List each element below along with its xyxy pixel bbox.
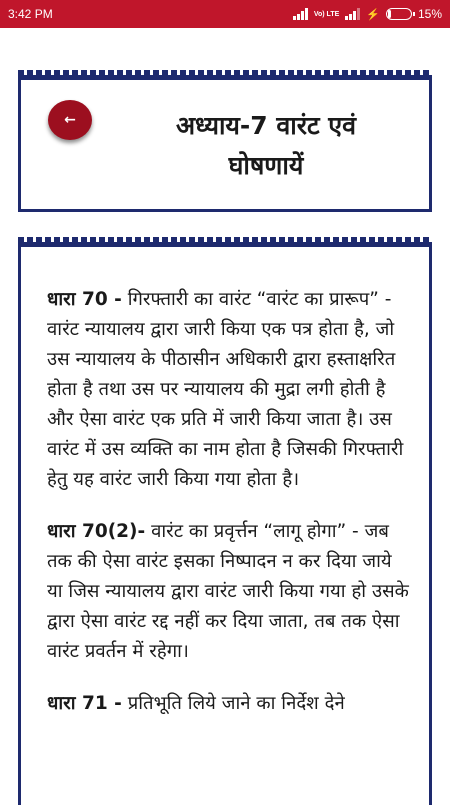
page-title-line-2: घोषणायें [228,151,304,180]
wifi-signal-icon [293,8,308,20]
decorative-border [18,70,432,80]
back-arrow-icon: ← [64,112,76,128]
section-text: वारंट का प्रवृर्त्तन “लागू होगा” - जब तक की ऐसा वारंट इसका निष्पादन न कर दिया जाये या जिस न्यायालय द्वारा वारंट जारी किया गया हो उसके द्वारा ऐसा वारंट रद्द नहीं कर दिया जाता, तब तक ऐसा वारंट प्रवर्तन में रहेगा। [47,521,409,662]
status-icons [293,7,442,21]
content-card[interactable] [18,245,432,805]
section-heading: धारा 71 - [47,693,122,714]
page-title [116,106,416,186]
decorative-border [18,237,432,247]
section-paragraph [47,285,412,495]
section-list [47,285,412,741]
cell-signal-icon [345,8,360,20]
battery-percent: 15% [417,7,442,21]
volte-icon: Vo) LTE [313,10,340,18]
page-title-line-1: अध्याय-7 वारंट एवं [175,111,357,140]
section-text: गिरफ्तारी का वारंट “वारंट का प्रारूप” - वारंट न्यायालय द्वारा जारी किया एक पत्र होता है, जो उस न्यायालय के पीठासीन अधिकारी द्वारा हस्ताक्षरित होता है तथा उस पर न्यायालय की मुद्रा लगी होती है और ऐसा वारंट एक प्रति में जारी किया जाता है। उस वारंट में उस व्यक्ति का नाम होता है जिसकी गिरफ्तारी हेतु यह वारंट जारी किया गया होता है। [47,289,404,490]
charging-icon: ⚡ [366,8,380,21]
section-paragraph [47,689,412,719]
battery-icon [386,8,412,20]
section-paragraph [47,517,412,667]
back-button[interactable] [48,100,92,140]
section-heading: धारा 70(2)- [47,521,146,542]
status-time: 3:42 PM [8,7,53,21]
status-bar [0,0,450,28]
title-card [18,78,432,212]
section-text: प्रतिभूति लिये जाने का निर्देश देने [121,693,345,714]
section-heading: धारा 70 - [47,289,122,310]
